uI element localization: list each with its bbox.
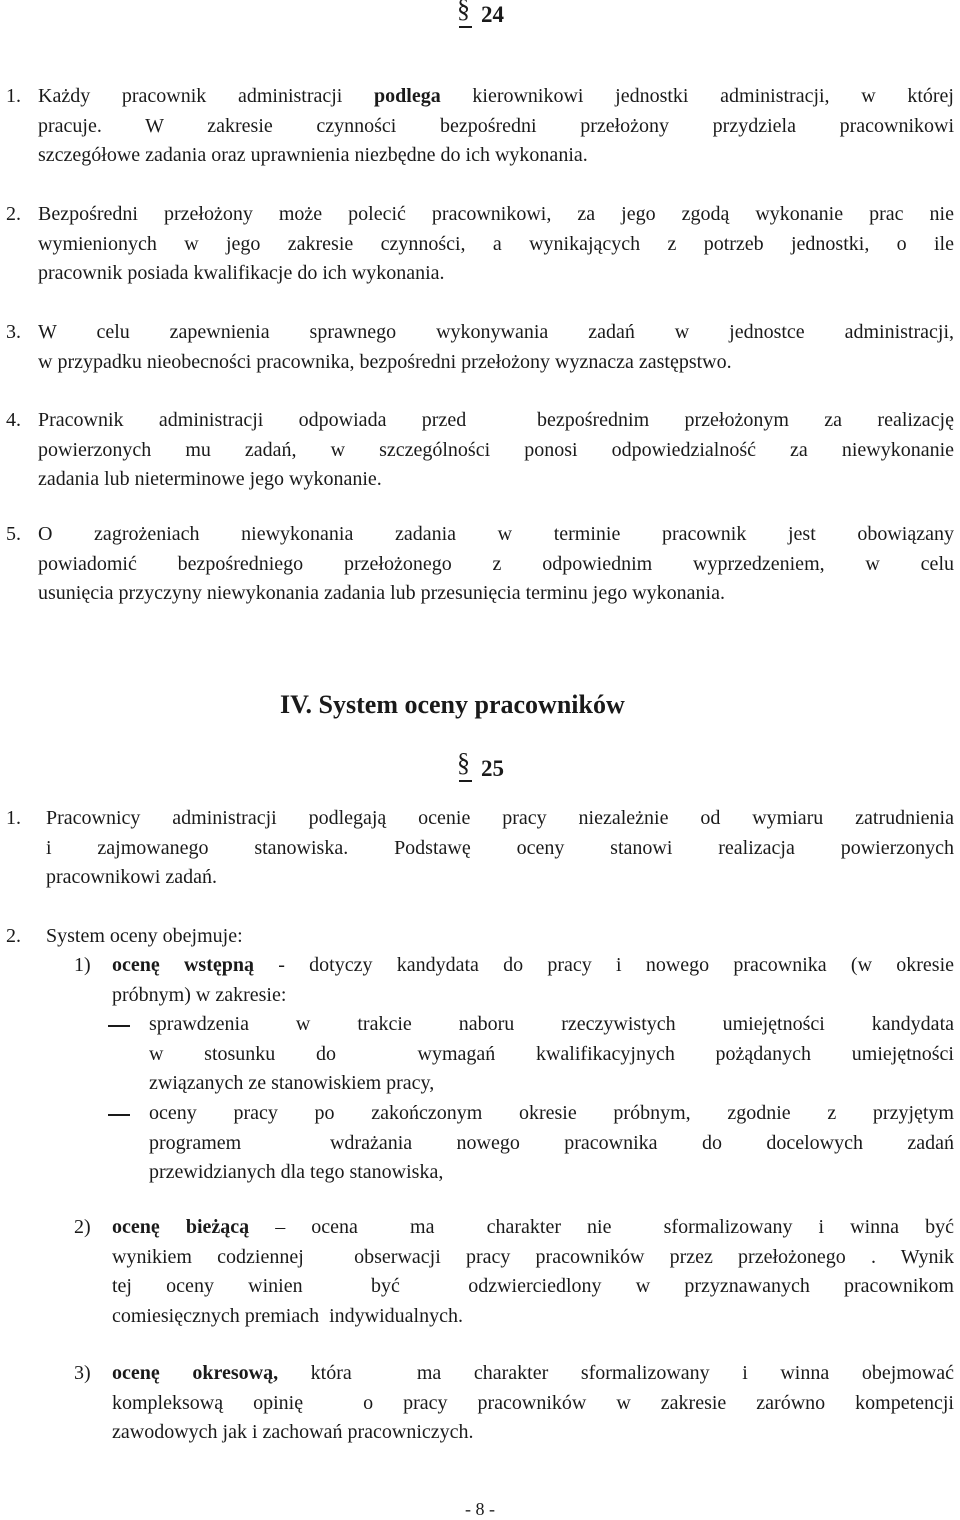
chapter-heading: IV. System oceny pracowników (280, 690, 625, 719)
paragraph-line: zawodowych jak i zachowań pracowniczych. (112, 1421, 474, 1443)
paragraph-line: Bezpośredni przełożony może polecić pracownikowi, za jego zgodą wykonanie prac nie (38, 203, 954, 225)
paragraph-line: w przypadku nieobecności pracownika, bezpośredni przełożony wyznacza zastępstwo. (38, 350, 732, 373)
paragraph-line: comiesięcznych premiach indywidualnych. (112, 1304, 463, 1327)
paragraph-1 (38, 82, 954, 171)
paragraph-line: w stosunku do wymagań kwalifikacyjnych pożądanych umiejętności (149, 1042, 954, 1065)
paragraph-line: związanych ze stanowiskiem pracy, (149, 1072, 435, 1094)
paragraph-line: wynikiem codziennej obserwacji pracy pracowników przez przełożonego . Wynik (112, 1245, 954, 1268)
paragraph-line: ocenę bieżącą – ocena ma charakter nie sformalizowany i winna być (112, 1216, 954, 1238)
item-number: 1. (6, 807, 21, 829)
paragraph-line: oceny pracy po zakończonym okresie próbnym, zgodnie z przyjętym (149, 1102, 954, 1124)
paragraph-line: sprawdzenia w trakcie naboru rzeczywistych umiejętności kandydata (149, 1013, 954, 1035)
subitem-number: 2) (74, 1216, 91, 1238)
subitem-number: 3) (74, 1362, 91, 1384)
paragraph-line: próbnym) w zakresie: (112, 983, 287, 1006)
section-sign-icon (459, 756, 471, 784)
paragraph-line: kompleksową opinię o pracy pracowników w zakresie zarówno kompetencji (112, 1391, 954, 1414)
paragraph-line: ocenę wstępną - dotyczy kandydata do pracy i nowego pracownika (w okresie (112, 954, 954, 976)
bullet-dash (108, 1114, 130, 1116)
paragraph-line: pracownik posiada kwalifikacje do ich wykonania. (38, 262, 445, 284)
paragraph-line: powierzonych mu zadań, w szczególności ponosi odpowiedzialność za niewykonanie (38, 438, 954, 461)
bullet-2 (149, 1099, 954, 1188)
item-number: 1. (6, 85, 21, 107)
item-number: 4. (6, 409, 21, 431)
paragraph-2 (38, 200, 954, 289)
item-number: 2. (6, 925, 21, 947)
paragraph-line: szczegółowe zadania oraz uprawnienia niezbędne do ich wykonania. (38, 144, 588, 166)
paragraph-line: Każdy pracownik administracji podlega kierownikowi jednostki administracji, w której (38, 85, 954, 107)
subitem-1 (112, 951, 954, 1010)
paragraph-line: przewidzianych dla tego stanowiska, (149, 1161, 444, 1183)
paragraph-line: Pracownicy administracji podlegają ocenie pracy niezależnie od wymiaru zatrudnienia (46, 807, 954, 829)
subitem-2 (112, 1213, 954, 1331)
paragraph-line: usunięcia przyczyny niewykonania zadania lub przesunięcia terminu jego wykonania. (38, 582, 725, 604)
paragraph-4 (38, 406, 954, 495)
section-sign-icon (459, 2, 471, 30)
subitem-3 (112, 1359, 954, 1448)
list-intro: System oceny obejmuje: (46, 925, 243, 947)
paragraph-line: zadania lub nieterminowe jego wykonanie. (38, 468, 382, 490)
paragraph-line: Pracownik administracji odpowiada przed bezpośrednim przełożonym za realizację (38, 409, 954, 431)
paragraph-line: tej oceny winien być odzwierciedlony w przyznawanych pracownikom (112, 1275, 954, 1297)
paragraph-3 (38, 318, 954, 377)
paragraph-line: pracuje. W zakresie czynności bezpośredni przełożony przydziela pracownikowi (38, 114, 954, 137)
paragraph-line: pracownikowi zadań. (46, 866, 218, 888)
page-number: - 8 - (465, 1499, 495, 1519)
paragraph-line: ocenę okresową, która ma charakter sformalizowany i winna obejmować (112, 1362, 954, 1384)
bullet-1 (149, 1010, 954, 1099)
section-24-marker (459, 2, 504, 30)
paragraph-line: wymienionych w jego zakresie czynności, a wynikających z potrzeb jednostki, o ile (38, 232, 954, 255)
paragraph-5 (38, 520, 954, 609)
section-number: 25 (481, 756, 504, 781)
item-number: 2. (6, 203, 21, 225)
section-25-marker (459, 756, 504, 784)
paragraph-line: W celu zapewnienia sprawnego wykonywania zadań w jednostce administracji, (38, 321, 954, 343)
subitem-number: 1) (74, 954, 91, 976)
paragraph-25-1 (46, 804, 954, 893)
item-number: 5. (6, 523, 21, 545)
item-number: 3. (6, 321, 21, 343)
paragraph-line: i zajmowanego stanowiska. Podstawę oceny stanowi realizacja powierzonych (46, 836, 954, 859)
paragraph-line: programem wdrażania nowego pracownika do docelowych zadań (149, 1131, 954, 1154)
paragraph-line: O zagrożeniach niewykonania zadania w terminie pracownik jest obowiązany (38, 523, 954, 545)
paragraph-line: powiadomić bezpośredniego przełożonego z odpowiednim wyprzedzeniem, w celu (38, 552, 954, 575)
bullet-dash (108, 1025, 130, 1027)
section-number: 24 (481, 2, 504, 27)
